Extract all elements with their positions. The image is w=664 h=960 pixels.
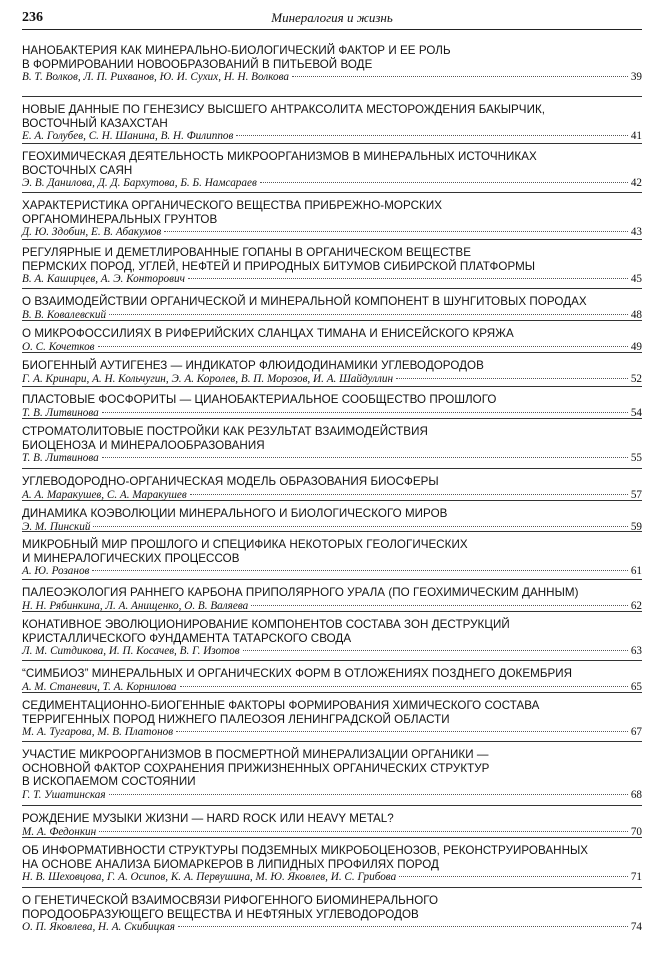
entry-page-number[interactable]: 68: [630, 788, 642, 801]
entry-authors: Э. В. Данилова, Д. Д. Бархутова, Б. Б. Намсараев: [22, 177, 257, 190]
dot-leader: [109, 794, 628, 795]
entry-authors: А. Ю. Розанов: [22, 565, 90, 578]
entry-title-line: НАНОБАКТЕРИЯ КАК МИНЕРАЛЬНО-БИОЛОГИЧЕСКИЙ ФАКТОР И ЕЕ РОЛЬ: [22, 44, 451, 57]
dot-leader: [178, 926, 628, 927]
entry-page-number[interactable]: 54: [630, 406, 642, 419]
entry-page-number[interactable]: 62: [630, 599, 642, 612]
entry-title-line: ОБ ИНФОРМАТИВНОСТИ СТРУКТУРЫ ПОДЗЕМНЫХ МИКРОБОЦЕНОЗОВ, РЕКОНСТРУИРОВАННЫХ: [22, 844, 589, 857]
entry-page-number[interactable]: 39: [630, 71, 642, 84]
dot-leader: [92, 570, 627, 571]
toc-entry[interactable]: [22, 44, 642, 85]
toc-entry[interactable]: [22, 239, 642, 287]
dot-leader: [251, 605, 628, 606]
dot-leader: [109, 314, 628, 315]
entry-authors: Л. М. Ситдикова, И. П. Косачев, В. Г. Изотов: [22, 645, 240, 658]
entry-author-line: [22, 273, 642, 286]
entry-authors: О. С. Кочетков: [22, 340, 95, 353]
entry-author-line: [22, 71, 642, 84]
dot-leader: [93, 526, 627, 527]
entry-author-line: [22, 789, 642, 802]
entry-author-line: [22, 645, 642, 658]
toc-entry[interactable]: [22, 320, 642, 354]
toc-entry[interactable]: [22, 143, 642, 191]
dot-leader: [99, 831, 628, 832]
entry-title-line: КРИСТАЛЛИЧЕСКОГО ФУНДАМЕНТА ТАТАРСКОГО СВОДА: [22, 631, 352, 645]
entry-authors: Э. М. Пинский: [22, 520, 91, 533]
header-rule: [22, 29, 642, 30]
entry-authors: Д. Ю. Здобин, Е. В. Абакумов: [22, 226, 162, 239]
dot-leader: [236, 135, 627, 136]
toc-entry[interactable]: [22, 660, 642, 694]
entry-page-number[interactable]: 70: [630, 825, 642, 838]
entry-page-number[interactable]: 45: [630, 273, 642, 286]
running-header: [22, 8, 642, 32]
entry-title-line: ПЛАСТОВЫЕ ФОСФОРИТЫ — ЦИАНОБАКТЕРИАЛЬНОЕ СООБЩЕСТВО ПРОШЛОГО: [22, 393, 497, 406]
entry-page-number[interactable]: 42: [630, 177, 642, 190]
toc-entry[interactable]: [22, 96, 642, 144]
dot-leader: [243, 650, 628, 651]
toc-entry[interactable]: [22, 837, 642, 885]
dot-leader: [176, 731, 628, 732]
entry-page-number[interactable]: 49: [630, 340, 642, 353]
entry-author-line: [22, 565, 642, 578]
toc-entry[interactable]: [22, 468, 642, 502]
page-number: 236: [22, 10, 43, 25]
toc-entry[interactable]: [22, 192, 642, 240]
entry-authors: Г. Т. Ушатинская: [22, 788, 106, 801]
entry-title-line: ПАЛЕОЭКОЛОГИЯ РАННЕГО КАРБОНА ПРИПОЛЯРНОГО УРАЛА (ПО ГЕОХИМИЧЕСКИМ ДАННЫМ): [22, 586, 579, 599]
entry-authors: Т. В. Литвинова: [22, 452, 99, 465]
entry-title-line: В ИСКОПАЕМОМ СОСТОЯНИИ: [22, 775, 196, 789]
entry-author-line: [22, 452, 642, 465]
entry-author-line: [22, 226, 642, 239]
entry-title-line: РЕГУЛЯРНЫЕ И ДЕМЕТЛИРОВАННЫЕ ГОПАНЫ В ОРГАНИЧЕСКОМ ВЕЩЕСТВЕ: [22, 246, 471, 259]
entry-title-line: ДИНАМИКА КОЭВОЛЮЦИИ МИНЕРАЛЬНОГО И БИОЛОГИЧЕСКОГО МИРОВ: [22, 507, 448, 520]
toc-entry[interactable]: [22, 386, 642, 420]
entry-title-line: БИОГЕННЫЙ АУТИГЕНЕЗ — ИНДИКАТОР ФЛЮИДОДИНАМИКИ УГЛЕВОДОРОДОВ: [22, 359, 484, 372]
entry-title-line: УЧАСТИЕ МИКРООРГАНИЗМОВ В ПОСМЕРТНОЙ МИНЕРАЛИЗАЦИИ ОРГАНИКИ —: [22, 748, 489, 761]
entry-author-line: [22, 130, 642, 143]
entry-title-line: КОНАТИВНОЕ ЭВОЛЮЦИОНИРОВАНИЕ КОМПОНЕНТОВ СОСТАВА ЗОН ДЕСТРУКЦИЙ: [22, 618, 510, 631]
entry-title-line: “СИМБИОЗ” МИНЕРАЛЬНЫХ И ОРГАНИЧЕСКИХ ФОРМ В ОТЛОЖЕНИЯХ ПОЗДНЕГО ДОКЕМБРИЯ: [22, 667, 573, 680]
entry-title-line: РОЖДЕНИЕ МУЗЫКИ ЖИЗНИ — HARD ROCK ИЛИ HEAVY METAL?: [22, 812, 394, 825]
entry-title-line: ВОСТОЧНЫЙ КАЗАХСТАН: [22, 116, 168, 130]
dot-leader: [396, 378, 628, 379]
entry-title-line: ХАРАКТЕРИСТИКА ОРГАНИЧЕСКОГО ВЕЩЕСТВА ПРИБРЕЖНО-МОРСКИХ: [22, 199, 443, 212]
entry-page-number[interactable]: 67: [630, 726, 642, 739]
toc-entry[interactable]: [22, 288, 642, 322]
entry-authors: Г. А. Кринари, А. Н. Кольчугин, Э. А. Королев, В. П. Морозов, И. А. Шайдуллин: [22, 372, 394, 385]
toc-entry[interactable]: [22, 531, 642, 579]
entry-title-line: НОВЫЕ ДАННЫЕ ПО ГЕНЕЗИСУ ВЫСШЕГО АНТРАКСОЛИТА МЕСТОРОЖДЕНИЯ БАКЫРЧИК,: [22, 103, 546, 116]
entry-author-line: [22, 177, 642, 190]
entry-author-line: [22, 726, 642, 739]
entry-authors: В. Т. Волков, Л. П. Рихванов, Ю. И. Сухих, Н. Н. Волкова: [22, 71, 289, 84]
entry-authors: М. А. Тугарова, М. В. Платонов: [22, 726, 174, 739]
entry-title-line: ПОРОДООБРАЗУЮЩЕГО ВЕЩЕСТВА И НЕФТЯНЫХ УГЛЕВОДОРОДОВ: [22, 907, 419, 921]
entry-page-number[interactable]: 65: [630, 680, 642, 693]
entry-title-line: В ФОРМИРОВАНИИ НОВООБРАЗОВАНИЙ В ПИТЬЕВОЙ ВОДЕ: [22, 57, 373, 71]
toc-entry[interactable]: [22, 500, 642, 534]
entry-title-line: СТРОМАТОЛИТОВЫЕ ПОСТРОЙКИ КАК РЕЗУЛЬТАТ ВЗАИМОДЕЙСТВИЯ: [22, 425, 428, 438]
toc-entry[interactable]: [22, 741, 642, 802]
entry-title-line: ГЕОХИМИЧЕСКАЯ ДЕЯТЕЛЬНОСТЬ МИКРООРГАНИЗМОВ В МИНЕРАЛЬНЫХ ИСТОЧНИКАХ: [22, 150, 537, 163]
entry-authors: Н. В. Шеховцова, Г. А. Осипов, К. А. Первушина, М. Ю. Яковлев, И. С. Грибова: [22, 871, 397, 884]
entry-title-line: О МИКРОФОССИЛИЯХ В РИФЕРИЙСКИХ СЛАНЦАХ ТИМАНА И ЕНИСЕЙСКОГО КРЯЖА: [22, 327, 514, 340]
entry-title-line: БИОЦЕНОЗА И МИНЕРАЛООБРАЗОВАНИЯ: [22, 438, 265, 452]
entry-page-number[interactable]: 59: [630, 520, 642, 533]
entry-page-number[interactable]: 43: [630, 226, 642, 239]
entry-title-line: ВОСТОЧНЫХ САЯН: [22, 163, 133, 177]
dot-leader: [188, 278, 628, 279]
entry-page-number[interactable]: 57: [630, 488, 642, 501]
entry-page-number[interactable]: 41: [630, 130, 642, 143]
entry-title-line: ТЕРРИГЕННЫХ ПОРОД НИЖНЕГО ПАЛЕОЗОЯ ЛЕНИНГРАДСКОЙ ОБЛАСТИ: [22, 712, 450, 726]
entry-title-line: ОСНОВНОЙ ФАКТОР СОХРАНЕНИЯ ПРИЖИЗНЕННЫХ ОРГАНИЧЕСКИХ СТРУКТУР: [22, 761, 490, 775]
toc-entry[interactable]: [22, 692, 642, 740]
entry-title-line: СЕДИМЕНТАЦИОННО-БИОГЕННЫЕ ФАКТОРЫ ФОРМИРОВАНИЯ ХИМИЧЕСКОГО СОСТАВА: [22, 699, 540, 712]
dot-leader: [399, 876, 628, 877]
entry-author-line: [22, 921, 642, 934]
entry-title-line: ОРГАНОМИНЕРАЛЬНЫХ ГРУНТОВ: [22, 212, 218, 226]
toc-entry[interactable]: [22, 805, 642, 839]
entry-authors: Т. В. Литвинова: [22, 406, 99, 419]
toc-entry[interactable]: [22, 352, 642, 386]
entry-page-number[interactable]: 52: [630, 372, 642, 385]
entry-author-line: [22, 871, 642, 884]
dot-leader: [98, 346, 628, 347]
entry-authors: М. А. Федонкин: [22, 825, 97, 838]
entry-title-line: О ВЗАИМОДЕЙСТВИИ ОРГАНИЧЕСКОЙ И МИНЕРАЛЬНОЙ КОМПОНЕНТ В ШУНГИТОВЫХ ПОРОДАХ: [22, 295, 587, 308]
entry-author-line: [22, 373, 642, 386]
entry-title-line: НА ОСНОВЕ АНАЛИЗА БИОМАРКЕРОВ В ЛИПИДНЫХ ПРОФИЛЯХ ПОРОД: [22, 857, 439, 871]
entry-title-line: ПЕРМСКИХ ПОРОД, УГЛЕЙ, НЕФТЕЙ И ПРИРОДНЫХ БИТУМОВ СИБИРСКОЙ ПЛАТФОРМЫ: [22, 259, 536, 273]
toc-entry[interactable]: [22, 579, 642, 613]
entry-page-number[interactable]: 55: [630, 452, 642, 465]
entry-authors: В. А. Каширцев, А. Э. Конторович: [22, 273, 185, 286]
entry-title-line: МИКРОБНЫЙ МИР ПРОШЛОГО И СПЕЦИФИКА НЕКОТОРЫХ ГЕОЛОГИЧЕСКИХ: [22, 538, 468, 551]
toc-entry[interactable]: [22, 611, 642, 659]
dot-leader: [164, 231, 628, 232]
entry-title-line: УГЛЕВОДОРОДНО-ОРГАНИЧЕСКАЯ МОДЕЛЬ ОБРАЗОВАНИЯ БИОСФЕРЫ: [22, 475, 439, 488]
entry-title-line: И МИНЕРАЛОГИЧЕСКИХ ПРОЦЕССОВ: [22, 551, 240, 565]
dot-leader: [180, 686, 628, 687]
dot-leader: [292, 76, 628, 77]
entry-page-number[interactable]: 61: [630, 565, 642, 578]
dot-leader: [260, 182, 628, 183]
entry-authors: А. М. Станевич, Т. А. Корнилова: [22, 680, 177, 693]
entry-authors: О. П. Яковлева, Н. А. Скибицкая: [22, 921, 175, 934]
dot-leader: [102, 412, 628, 413]
entry-page-number[interactable]: 63: [630, 645, 642, 658]
entry-authors: Н. Н. Рябинкина, Л. А. Анищенко, О. В. Валяева: [22, 599, 249, 612]
dot-leader: [102, 457, 628, 458]
entry-page-number[interactable]: 71: [630, 871, 642, 884]
entry-authors: А. А. Маракушев, С. А. Маракушев: [22, 488, 187, 501]
toc-entry[interactable]: [22, 887, 642, 935]
entry-page-number[interactable]: 74: [630, 921, 642, 934]
journal-title: Минералогия и жизнь: [271, 10, 393, 25]
dot-leader: [190, 494, 628, 495]
entry-title-line: О ГЕНЕТИЧЕСКОЙ ВЗАИМОСВЯЗИ РИФОГЕННОГО БИОМИНЕРАЛЬНОГО: [22, 894, 439, 907]
entry-authors: Е. А. Голубев, С. Н. Шанина, В. Н. Филиппов: [22, 130, 234, 143]
entry-page-number[interactable]: 48: [630, 308, 642, 321]
entry-authors: В. В. Ковалевский: [22, 308, 107, 321]
toc-entry[interactable]: [22, 418, 642, 466]
